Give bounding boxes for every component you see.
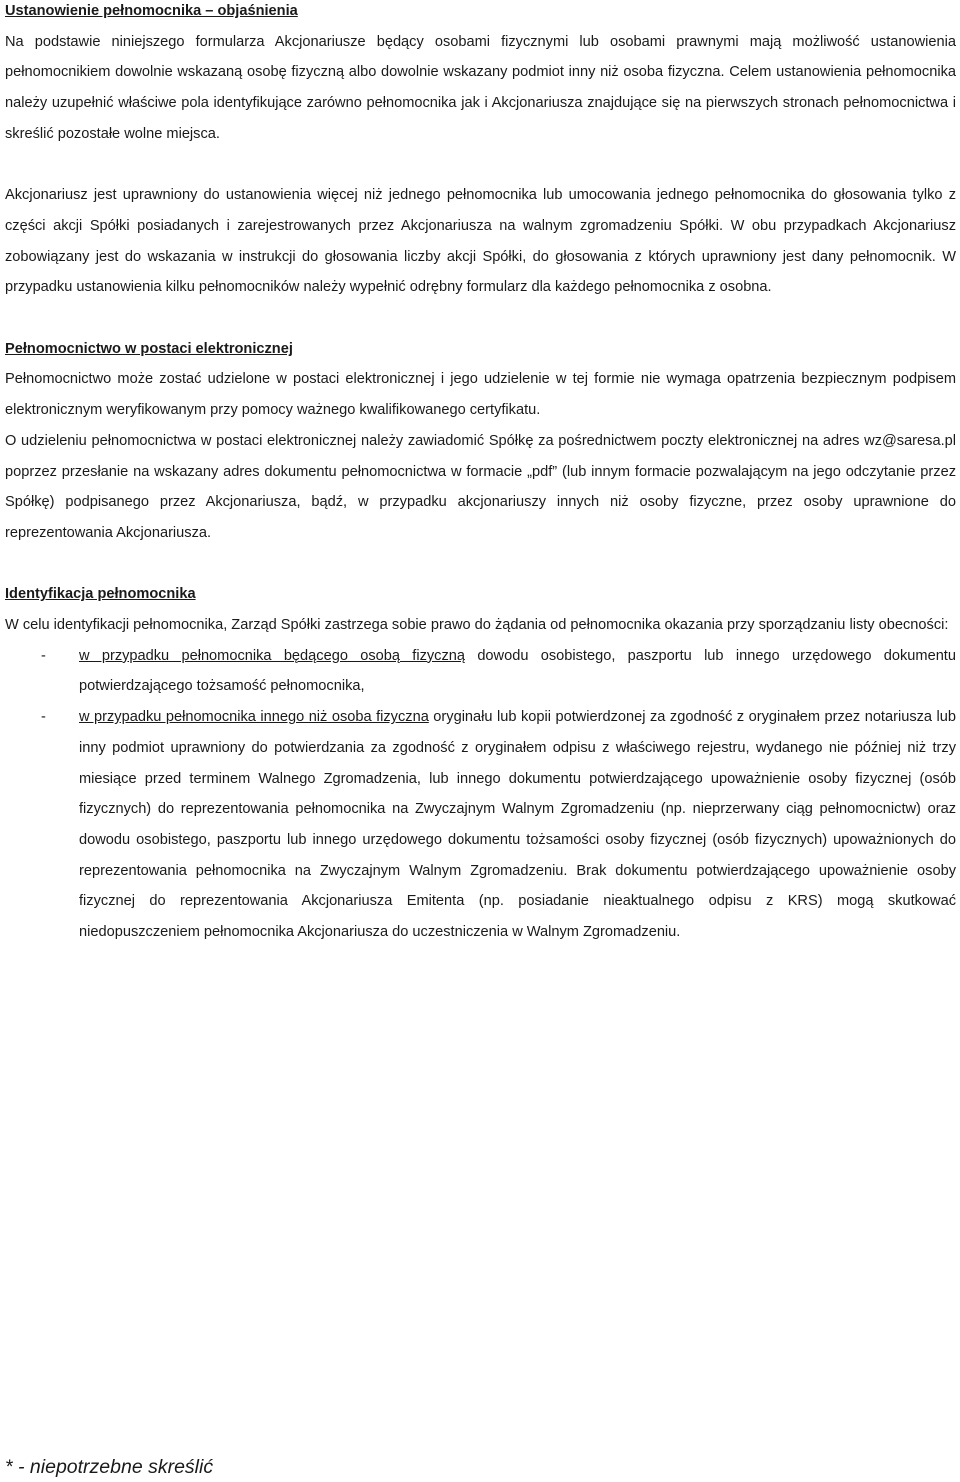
list-item-condition: w przypadku pełnomocnika innego niż osoba fizyczna [79,709,429,726]
paragraph-spacer [5,303,956,334]
paragraph-multiple-proxies: Akcjonariusz jest uprawniony do ustanowienia więcej niż jednego pełnomocnika lub umocowania jednego pełnomocnika do głosowania tylko z części akcji Spółki posiadanych i zarejestrowanych przez Akcjonariusza na walnym zgromadzeniu Spółki. W obu przypadkach Akcjonariusz zobowiązany jest do wskazania w instrukcji do głosowania liczby akcji Spółki, do głosowania z których uprawniony jest dany pełnomocnik. W przypadku ustanowienia kilku pełnomocników należy wypełnić odrębny formularz dla każdego pełnomocnika z osobna. [5,187,956,296]
list-item-text: oryginału lub kopii potwierdzonej za zgodność z oryginałem przez notariusza lub inny podmiot uprawniony do potwierdzania za zgodność z oryginałem odpisu z właściwego rejestru, wydanego nie później niż trzy miesiące przed terminem Walnego Zgromadzenia, lub innego dokumentu potwierdzającego upoważnienie osoby fizycznej (osób fizycznych) do reprezentowania pełnomocnika na Zwyczajnym Walnym Zgromadzeniu (np. nieprzerwany ciąg pełnomocnictw) oraz dowodu osobistego, paszportu lub innego urzędowego dokumentu tożsamości osoby fizycznej (osób fizycznych) upoważnionych do reprezentowania pełnomocnika na Zwyczajnym Walnym Zgromadzeniu. Brak dokumentu potwierdzającego upoważnienie osoby fizycznej do reprezentowania Akcjonariusza Emitenta (np. posiadanie nieaktualnego odpisu z KRS) mogą skutkować niedopuszczeniem pełnomocnika Akcjonariusza do uczestniczenia w Walnym Zgromadzeniu. [79,709,956,941]
section-heading-electronic-proxy: Pełnomocnictwo w postaci elektronicznej [5,340,293,357]
list-dash: - [41,647,46,664]
footnote: * - niepotrzebne skreślić [5,1456,214,1478]
section-heading-proxy-identification: Identyfikacja pełnomocnika [5,586,196,603]
paragraph-proxy-appointment: Na podstawie niniejszego formularza Akcjonariusze będący osobami fizycznymi lub osobami prawnymi mają możliwość ustanowienia pełnomocnikiem dowolnie wskazaną osobę fizyczną albo dowolnie wskazany podmiot inny niż osoba fizyczna. Celem ustanowienia pełnomocnika należy uzupełnić właściwe pola identyfikujące zarówno pełnomocnika jak i Akcjonariusza znajdujące się na pierwszych stronach pełnomocnictwa i skreślić pozostałe wolne miejsca. [5,33,956,142]
paragraph-electronic-form: Pełnomocnictwo może zostać udzielone w postaci elektronicznej i jego udzielenie w tej formie nie wymaga opatrzenia bezpiecznym podpisem elektronicznym weryfikowanym przy pomocy ważnego kwalifikowanego certyfikatu. [5,371,956,419]
identification-document-list [5,641,956,948]
list-item-condition: w przypadku pełnomocnika będącego osobą fizyczną [79,647,466,664]
paragraph-electronic-notification: O udzieleniu pełnomocnictwa w postaci elektronicznej należy zawiadomić Spółkę za pośrednictwem poczty elektronicznej na adres wz@saresa.pl poprzez przesłanie na wskazany adres dokumentu pełnomocnictwa w formacie „pdf” (lub innym formacie pozwalającym na jego odczytanie przez Spółkę) podpisanego przez Akcjonariusza, bądź, w przypadku akcjonariuszy innych niż osoby fizyczne, przez osoby uprawnione do reprezentowania Akcjonariusza. [5,432,956,541]
section-heading-proxy-explanation: Ustanowienie pełnomocnika – objaśnienia [5,3,298,19]
document-page [5,0,956,948]
list-item-text: dowodu osobistego, paszportu lub innego urzędowego dokumentu potwierdzającego tożsamość pełnomocnika, [79,647,956,695]
list-item-natural-person [5,641,956,702]
paragraph-identification-intro: W celu identyfikacji pełnomocnika, Zarząd Spółki zastrzega sobie prawo do żądania od pełnomocnika okazania przy sporządzaniu listy obecności: [5,617,949,634]
list-dash: - [41,709,46,726]
list-item-legal-entity [5,702,956,948]
paragraph-spacer [5,549,956,580]
paragraph-spacer [5,150,956,181]
